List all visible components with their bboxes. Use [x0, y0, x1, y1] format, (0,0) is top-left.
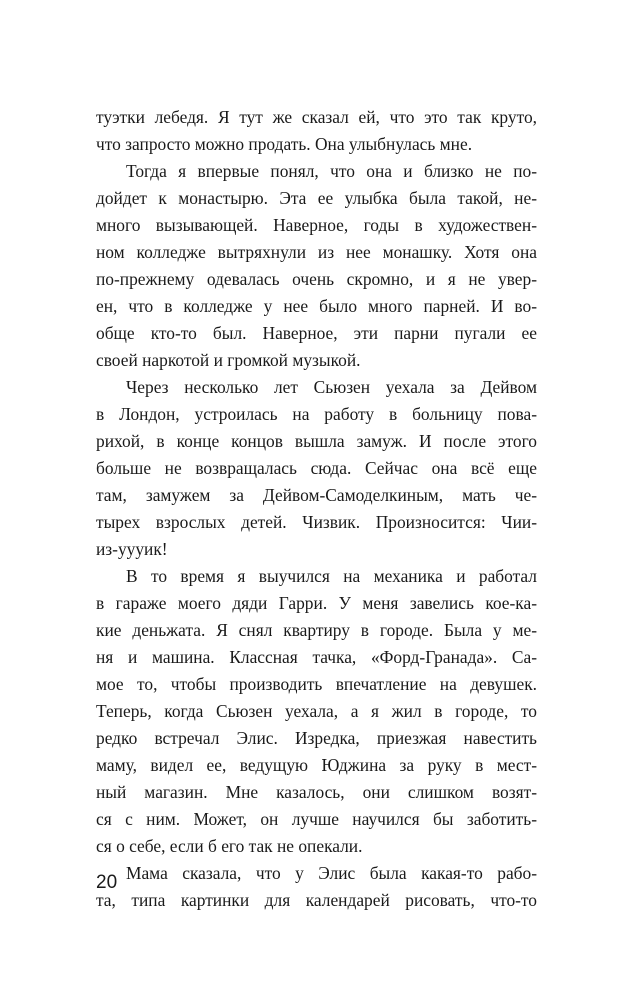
text-line: по-прежнему одевалась очень скромно, и я не увер-: [96, 269, 537, 289]
text-line: много вызывающей. Наверное, годы в художествен-: [96, 215, 537, 235]
paragraph: [96, 374, 537, 563]
text-line: Мама сказала, что у Элис была какая-то рабо-: [126, 863, 537, 883]
text-line: что запросто можно продать. Она улыбнулась мне.: [96, 134, 473, 154]
text-line: в гараже моего дяди Гарри. У меня завелись кое-ка-: [96, 593, 537, 613]
text-line: ня и машина. Классная тачка, «Форд-Гранада». Са-: [96, 647, 537, 667]
text-line: ся с ним. Может, он лучше научился бы заботить-: [96, 809, 537, 829]
text-line: редко встречал Элис. Изредка, приезжая навестить: [96, 728, 537, 748]
text-line: Через несколько лет Сьюзен уехала за Дейвом: [126, 377, 537, 397]
body-text: [96, 104, 537, 914]
paragraph: [96, 104, 537, 158]
text-line: кие деньжата. Я снял квартиру в городе. Была у ме-: [96, 620, 537, 640]
paragraph: [96, 158, 537, 374]
text-line: Теперь, когда Сьюзен уехала, а я жил в городе, то: [96, 701, 537, 721]
paragraph: [96, 860, 537, 914]
text-line: тырех взрослых детей. Чизвик. Произносится: Чии-: [96, 512, 537, 532]
paragraph: [96, 563, 537, 860]
text-line: рихой, в конце концов вышла замуж. И после этого: [96, 431, 537, 451]
page-number: 20: [96, 872, 118, 893]
text-line: ном колледже вытряхнули из нее монашку. Хотя она: [96, 242, 537, 262]
text-line: Тогда я впервые понял, что она и близко не по-: [126, 161, 537, 181]
text-line: маму, видел ее, ведущую Юджина за руку в мест-: [96, 755, 537, 775]
text-line: ен, что в колледже у нее было много парней. И во-: [96, 296, 537, 316]
text-line: туэтки лебедя. Я тут же сказал ей, что это так круто,: [96, 107, 537, 127]
text-line: там, замужем за Дейвом-Самоделкиным, мать че-: [96, 485, 537, 505]
text-line: своей наркотой и громкой музыкой.: [96, 350, 361, 370]
text-line: обще кто-то был. Наверное, эти парни пугали ее: [96, 323, 537, 343]
text-line: мое то, чтобы производить впечатление на девушек.: [96, 674, 537, 694]
text-line: та, типа картинки для календарей рисовать, что-то: [96, 890, 537, 910]
text-line: из-уууик!: [96, 539, 168, 559]
text-line: больше не возвращалась сюда. Сейчас она всё еще: [96, 458, 537, 478]
text-line: в Лондон, устроилась на работу в больницу пова-: [96, 404, 537, 424]
text-line: дойдет к монастырю. Эта ее улыбка была такой, не-: [96, 188, 537, 208]
text-line: В то время я выучился на механика и работал: [126, 566, 537, 586]
text-line: ся о себе, если б его так не опекали.: [96, 836, 363, 856]
text-line: ный магазин. Мне казалось, они слишком возят-: [96, 782, 537, 802]
